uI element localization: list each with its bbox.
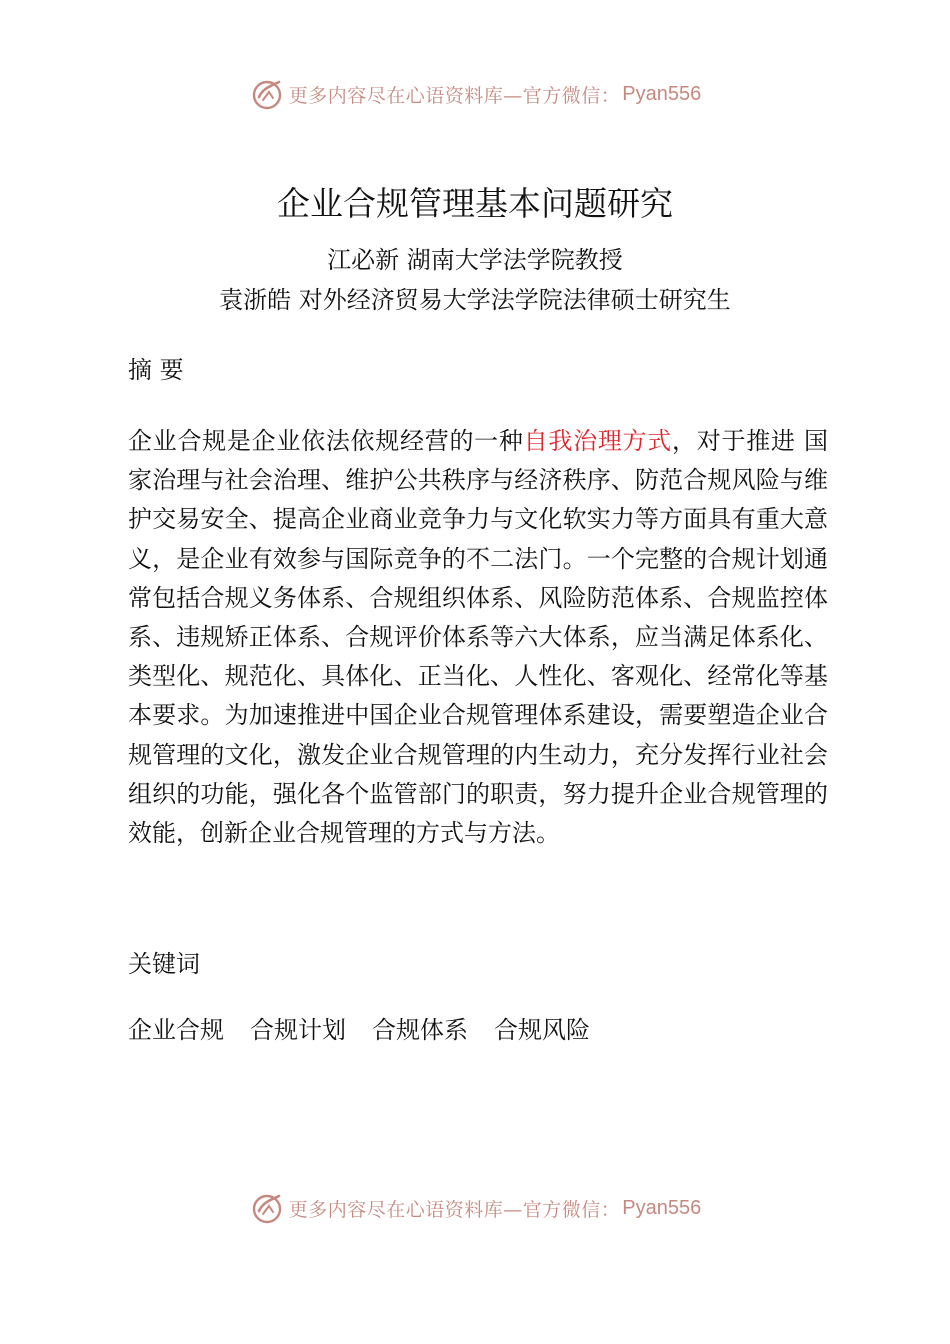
logo-icon	[249, 1190, 285, 1226]
keyword-item: 企业合规	[128, 1016, 224, 1044]
watermark-text: 更多内容尽在心语资料库—官方微信：	[288, 84, 621, 107]
abstract-text-part1: 企业合规是企业依法依规经营的一种	[128, 427, 524, 455]
author-line-2: 袁浙皓 对外经济贸易大学法学院法律硕士研究生	[219, 286, 731, 314]
keywords-list	[128, 1012, 616, 1048]
keyword-item: 合规风险	[494, 1016, 590, 1044]
watermark-banner-bottom	[0, 1188, 950, 1228]
watermark-wechat-id: Pyan556	[622, 82, 702, 105]
author-line-1: 江必新 湖南大学法学院教授	[327, 246, 623, 274]
logo-icon	[249, 76, 285, 112]
watermark-text: 更多内容尽在心语资料库—官方微信：	[288, 1198, 621, 1221]
abstract-text-part2: ，对于推进 国家治理与社会治理、维护公共秩序与经济秩序、防范合规风险与维护交易安全、提高企业商业竞争力与文化软实力等方面具有重大意义，是企业有效参与国际竞争的不二法门。一个完整的合规计划通常包括合规义务体系、合规组织体系、风险防范体系、合规监控体系、违规矫正体系、合规评价体系等六大体系，应当满足体系化、类型化、规范化、具体化、正当化、人性化、客观化、经常化等基本要求。为加速推进中国企业合规管理体系建设，需要塑造企业合规管理的文化，激发企业合规管理的内生动力，充分发挥行业社会组织的功能，强化各个监管部门的职责，努力提升企业合规管理的效能，创新企业合规管理的方式与方法。	[128, 427, 829, 848]
keywords-heading: 关键词	[128, 950, 200, 978]
keyword-item: 合规计划	[250, 1016, 346, 1044]
abstract-heading: 摘 要	[128, 356, 184, 384]
keyword-item: 合规体系	[372, 1016, 468, 1044]
document-title: 企业合规管理基本问题研究	[277, 184, 673, 223]
abstract-highlight: 自我治理方式	[523, 427, 673, 455]
watermark-banner-top	[0, 74, 950, 114]
watermark-wechat-id: Pyan556	[622, 1196, 702, 1219]
abstract-body	[128, 422, 828, 853]
